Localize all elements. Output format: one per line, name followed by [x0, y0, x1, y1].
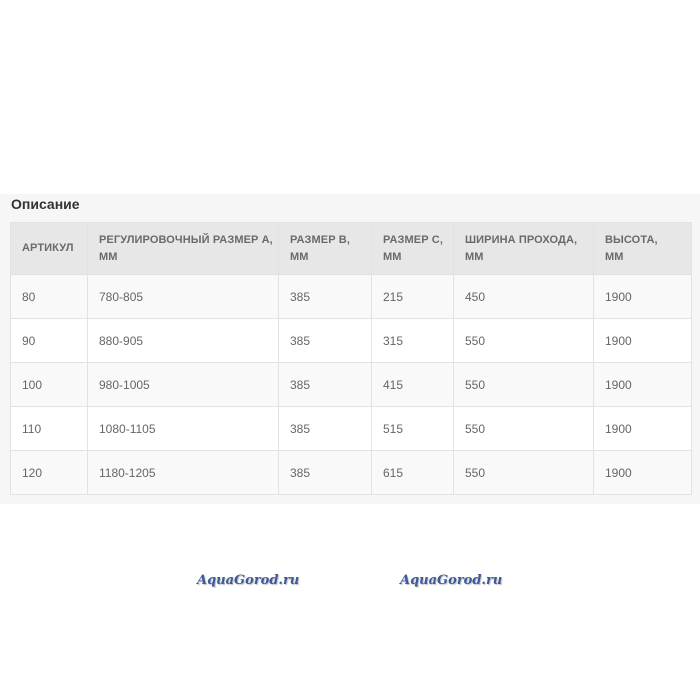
- cell-adjust-size-a: 880-905: [88, 319, 279, 363]
- cell-size-b: 385: [279, 363, 372, 407]
- cell-size-c: 415: [372, 363, 454, 407]
- cell-article: 120: [11, 451, 88, 495]
- cell-adjust-size-a: 1080-1105: [88, 407, 279, 451]
- cell-passage-width: 550: [454, 363, 594, 407]
- header-label: РАЗМЕР C,: [383, 233, 443, 246]
- spec-table: [10, 222, 692, 495]
- header-label: ШИРИНА ПРОХОДА,: [465, 233, 578, 246]
- watermark-right: AquaGorod.ru: [400, 573, 503, 588]
- cell-height: 1900: [594, 363, 692, 407]
- section-title: Описание: [11, 196, 80, 212]
- cell-size-c: 215: [372, 275, 454, 319]
- cell-size-b: 385: [279, 275, 372, 319]
- header-passage-width: [454, 223, 594, 275]
- cell-size-b: 385: [279, 319, 372, 363]
- cell-size-b: 385: [279, 451, 372, 495]
- cell-size-c: 515: [372, 407, 454, 451]
- cell-passage-width: 550: [454, 451, 594, 495]
- cell-article: 80: [11, 275, 88, 319]
- cell-passage-width: 550: [454, 319, 594, 363]
- header-article: [11, 223, 88, 275]
- cell-size-c: 615: [372, 451, 454, 495]
- table-header-row: [11, 223, 692, 275]
- cell-size-c: 315: [372, 319, 454, 363]
- cell-adjust-size-a: 1180-1205: [88, 451, 279, 495]
- header-label: ВЫСОТА,: [605, 233, 658, 246]
- cell-adjust-size-a: 980-1005: [88, 363, 279, 407]
- cell-size-b: 385: [279, 407, 372, 451]
- header-label: РЕГУЛИРОВОЧНЫЙ РАЗМЕР А,: [99, 233, 273, 246]
- table-row: [11, 407, 692, 451]
- header-unit: ММ: [290, 250, 309, 263]
- header-label: РАЗМЕР B,: [290, 233, 350, 246]
- header-label: АРТИКУЛ: [22, 242, 74, 254]
- table-row: [11, 319, 692, 363]
- header-unit: ММ: [465, 250, 484, 263]
- header-size-c: [372, 223, 454, 275]
- cell-article: 100: [11, 363, 88, 407]
- cell-passage-width: 450: [454, 275, 594, 319]
- cell-height: 1900: [594, 407, 692, 451]
- header-unit: ММ: [99, 250, 118, 263]
- cell-article: 110: [11, 407, 88, 451]
- header-size-b: [279, 223, 372, 275]
- header-unit: ММ: [383, 250, 402, 263]
- header-unit: ММ: [605, 250, 624, 263]
- cell-article: 90: [11, 319, 88, 363]
- table-row: [11, 275, 692, 319]
- cell-height: 1900: [594, 319, 692, 363]
- header-height: [594, 223, 692, 275]
- watermark-left: AquaGorod.ru: [197, 573, 300, 588]
- table-row: [11, 451, 692, 495]
- cell-height: 1900: [594, 275, 692, 319]
- cell-height: 1900: [594, 451, 692, 495]
- cell-adjust-size-a: 780-805: [88, 275, 279, 319]
- cell-passage-width: 550: [454, 407, 594, 451]
- header-adjust-size-a: [88, 223, 279, 275]
- table-row: [11, 363, 692, 407]
